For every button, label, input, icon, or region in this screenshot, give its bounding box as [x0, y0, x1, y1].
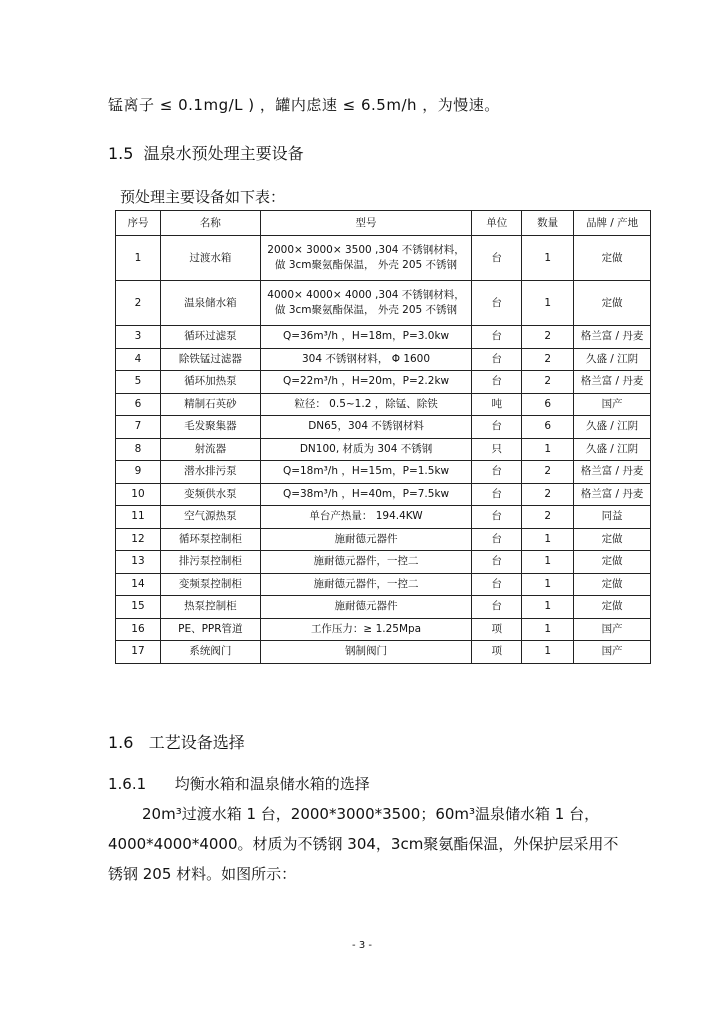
cell-brand: 国产	[574, 393, 651, 416]
cell-unit: 台	[472, 596, 522, 619]
cell-no: 1	[116, 236, 161, 281]
table-caption: 预处理主要设备如下表：	[120, 188, 286, 206]
cell-brand: 久盛 / 江阴	[574, 348, 651, 371]
spec-line-1: 4000× 4000× 4000 ,304 不锈钢材料，	[267, 289, 465, 301]
cell-brand: 定做	[574, 551, 651, 574]
cell-brand: 定做	[574, 596, 651, 619]
cell-unit: 台	[472, 236, 522, 281]
cell-qty: 1	[522, 618, 574, 641]
cell-no: 9	[116, 461, 161, 484]
cell-brand: 定做	[574, 573, 651, 596]
cell-no: 4	[116, 348, 161, 371]
cell-spec: 施耐德元器件	[260, 528, 472, 551]
cell-qty: 1	[522, 641, 574, 664]
table-header-row	[116, 211, 651, 236]
cell-spec: 施耐德元器件，一控二	[260, 551, 472, 574]
cell-qty: 1	[522, 236, 574, 281]
table-row	[116, 371, 651, 394]
header-name: 名称	[160, 211, 260, 236]
cell-qty: 2	[522, 371, 574, 394]
section-number: 1.6.1	[108, 775, 147, 793]
cell-unit: 项	[472, 641, 522, 664]
cell-no: 7	[116, 416, 161, 439]
cell-spec: 304 不锈钢材料， Φ 1600	[260, 348, 472, 371]
header-unit: 单位	[472, 211, 522, 236]
cell-brand: 格兰富 / 丹麦	[574, 326, 651, 349]
cell-spec: DN65，304 不锈钢材料	[260, 416, 472, 439]
spec-line-2: 做 3cm聚氨酯保温， 外壳 205 不锈钢	[274, 304, 458, 316]
cell-spec: 粒径： 0.5~1.2 ，除锰、除铁	[260, 393, 472, 416]
cell-no: 2	[116, 281, 161, 326]
cell-name: 变频供水泵	[160, 483, 260, 506]
table-row	[116, 326, 651, 349]
cell-unit: 吨	[472, 393, 522, 416]
cell-no: 16	[116, 618, 161, 641]
cell-spec: 施耐德元器件	[260, 596, 472, 619]
cell-spec: Q=22m³/h ，H=20m，P=2.2kw	[260, 371, 472, 394]
cell-unit: 台	[472, 573, 522, 596]
equipment-table	[115, 210, 651, 664]
cell-name: 循环加热泵	[160, 371, 260, 394]
paragraph-line-3: 锈钢 205 材料。如图所示：	[108, 865, 297, 883]
cell-spec: Q=36m³/h ，H=18m，P=3.0kw	[260, 326, 472, 349]
cell-qty: 2	[522, 461, 574, 484]
cell-name: 过渡水箱	[160, 236, 260, 281]
table-row	[116, 416, 651, 439]
cell-unit: 台	[472, 281, 522, 326]
cell-qty: 1	[522, 438, 574, 461]
cell-name: 精制石英砂	[160, 393, 260, 416]
header-spec: 型号	[260, 211, 472, 236]
cell-spec: Q=18m³/h ，H=15m，P=1.5kw	[260, 461, 472, 484]
cell-spec	[260, 236, 472, 281]
table-row	[116, 461, 651, 484]
cell-qty: 1	[522, 528, 574, 551]
table-row	[116, 281, 651, 326]
table-row	[116, 236, 651, 281]
cell-brand: 定做	[574, 236, 651, 281]
cell-name: 排污泵控制柜	[160, 551, 260, 574]
cell-qty: 1	[522, 281, 574, 326]
cell-unit: 只	[472, 438, 522, 461]
cell-no: 13	[116, 551, 161, 574]
cell-name: 射流器	[160, 438, 260, 461]
cell-spec: 工作压力：≥ 1.25Mpa	[260, 618, 472, 641]
cell-name: 循环过滤泵	[160, 326, 260, 349]
table-row	[116, 528, 651, 551]
header-brand: 品牌 / 产地	[574, 211, 651, 236]
cell-no: 12	[116, 528, 161, 551]
table-row	[116, 506, 651, 529]
cell-qty: 1	[522, 551, 574, 574]
cell-no: 6	[116, 393, 161, 416]
cell-brand: 格兰富 / 丹麦	[574, 371, 651, 394]
cell-no: 14	[116, 573, 161, 596]
cell-brand: 国产	[574, 641, 651, 664]
cell-unit: 台	[472, 371, 522, 394]
table-row	[116, 618, 651, 641]
cell-brand: 格兰富 / 丹麦	[574, 461, 651, 484]
cell-name: 变频泵控制柜	[160, 573, 260, 596]
cell-qty: 1	[522, 573, 574, 596]
cell-qty: 1	[522, 596, 574, 619]
cell-no: 15	[116, 596, 161, 619]
section-heading-1-6	[108, 730, 245, 753]
cell-brand: 格兰富 / 丹麦	[574, 483, 651, 506]
table-row	[116, 551, 651, 574]
page-number: - 3 -	[352, 940, 372, 951]
table-row	[116, 483, 651, 506]
cell-name: 温泉储水箱	[160, 281, 260, 326]
table-row	[116, 573, 651, 596]
cell-spec: 钢制阀门	[260, 641, 472, 664]
section-number: 1.6	[108, 733, 134, 752]
section-title: 工艺设备选择	[148, 733, 245, 752]
cell-spec: DN100, 材质为 304 不锈钢	[260, 438, 472, 461]
cell-name: PE、PPR管道	[160, 618, 260, 641]
cell-no: 17	[116, 641, 161, 664]
cell-name: 系统阀门	[160, 641, 260, 664]
table-row	[116, 348, 651, 371]
cell-qty: 2	[522, 326, 574, 349]
cell-unit: 台	[472, 506, 522, 529]
cell-qty: 6	[522, 393, 574, 416]
cell-qty: 2	[522, 506, 574, 529]
cell-unit: 台	[472, 416, 522, 439]
cell-brand: 同益	[574, 506, 651, 529]
cell-name: 循环泵控制柜	[160, 528, 260, 551]
section-heading-1-5	[108, 141, 304, 164]
cell-name: 空气源热泵	[160, 506, 260, 529]
section-title: 温泉水预处理主要设备	[143, 144, 304, 163]
cell-name: 毛发聚集器	[160, 416, 260, 439]
cell-no: 10	[116, 483, 161, 506]
table-row	[116, 596, 651, 619]
cell-no: 3	[116, 326, 161, 349]
cell-name: 潜水排污泵	[160, 461, 260, 484]
cell-no: 5	[116, 371, 161, 394]
cell-name: 除铁锰过滤器	[160, 348, 260, 371]
cell-unit: 台	[472, 326, 522, 349]
cell-brand: 久盛 / 江阴	[574, 416, 651, 439]
cell-unit: 台	[472, 483, 522, 506]
cell-no: 8	[116, 438, 161, 461]
spec-line-2: 做 3cm聚氨酯保温， 外壳 205 不锈钢	[274, 259, 458, 271]
paragraph-line-1: 20m³过渡水箱 1 台，2000*3000*3500；60m³温泉储水箱 1 台，	[142, 805, 600, 823]
header-no: 序号	[116, 211, 161, 236]
cell-spec	[260, 281, 472, 326]
spec-line-1: 2000× 3000× 3500 ,304 不锈钢材料，	[267, 244, 465, 256]
section-title: 均衡水箱和温泉储水箱的选择	[174, 775, 370, 793]
table-row	[116, 438, 651, 461]
cell-spec: Q=38m³/h ，H=40m，P=7.5kw	[260, 483, 472, 506]
cell-unit: 项	[472, 618, 522, 641]
cell-qty: 6	[522, 416, 574, 439]
intro-text: 锰离子 ≤ 0.1mg/L ) ，罐内虑速 ≤ 6.5m/h ，为慢速。	[108, 96, 500, 114]
cell-qty: 2	[522, 348, 574, 371]
section-heading-1-6-1	[108, 773, 370, 794]
section-number: 1.5	[108, 144, 134, 163]
table-row	[116, 641, 651, 664]
paragraph-line-2: 4000*4000*4000。材质为不锈钢 304，3cm聚氨酯保温，外保护层采用不	[108, 835, 619, 853]
cell-unit: 台	[472, 551, 522, 574]
cell-no: 11	[116, 506, 161, 529]
cell-unit: 台	[472, 461, 522, 484]
cell-brand: 定做	[574, 528, 651, 551]
cell-spec: 单台产热量： 194.4KW	[260, 506, 472, 529]
cell-brand: 久盛 / 江阴	[574, 438, 651, 461]
cell-unit: 台	[472, 528, 522, 551]
table-row	[116, 393, 651, 416]
cell-brand: 定做	[574, 281, 651, 326]
cell-brand: 国产	[574, 618, 651, 641]
header-qty: 数量	[522, 211, 574, 236]
cell-spec: 施耐德元器件，一控二	[260, 573, 472, 596]
cell-name: 热泵控制柜	[160, 596, 260, 619]
cell-qty: 2	[522, 483, 574, 506]
cell-unit: 台	[472, 348, 522, 371]
